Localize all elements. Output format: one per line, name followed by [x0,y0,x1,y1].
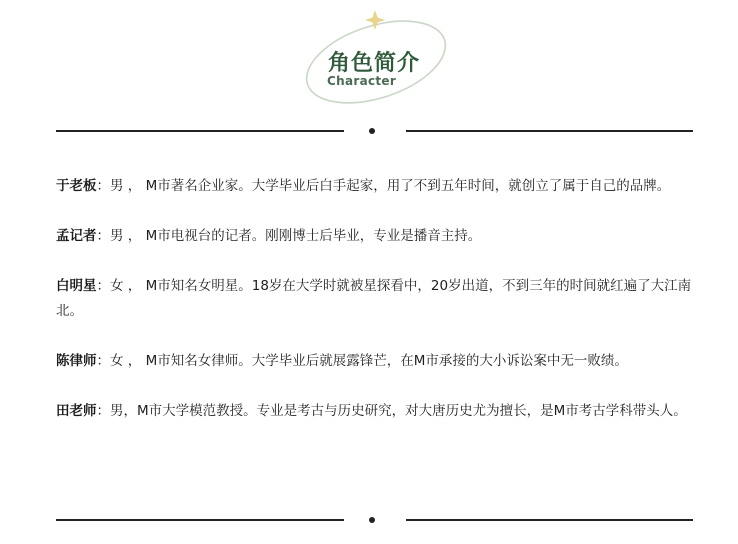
bottom-divider [56,515,693,525]
divider-dot [369,517,375,523]
divider-line-left [56,130,344,132]
character-entry [56,349,696,374]
section-title: 角色简介 [328,51,421,76]
character-name: 田老师 [56,403,97,419]
divider-dot [369,128,375,134]
character-description: ：女 ， M市知名女明星。18岁在大学时就被星探看中，20岁出道，不到三年的时间就红遍了大江南北。 [56,278,692,319]
character-name: 陈律师 [56,353,97,369]
divider-line-left [56,519,344,521]
character-entry [56,274,696,324]
character-list [56,174,696,449]
character-description: ：男 ， M市著名企业家。大学毕业后白手起家，用了不到五年时间，就创立了属于自己的品牌。 [96,178,671,194]
character-name: 于老板 [56,178,97,194]
character-description: ：男 ， M市电视台的记者。刚刚博士后毕业，专业是播音主持。 [96,228,482,244]
character-entry [56,224,696,249]
top-divider [56,126,693,136]
section-header-badge [296,6,456,106]
section-subtitle: Character [327,74,397,88]
character-entry [56,174,696,199]
character-name: 白明星 [56,278,97,294]
character-description: ：女 ， M市知名女律师。大学毕业后就展露锋芒，在M市承接的大小诉讼案中无一败绩。 [96,353,628,369]
character-entry [56,399,696,424]
divider-line-right [406,519,693,521]
character-description: ：男，M市大学模范教授。专业是考古与历史研究，对大唐历史尤为擅长，是M市考古学科带头人。 [96,403,687,419]
character-name: 孟记者 [56,228,97,244]
divider-line-right [406,130,693,132]
